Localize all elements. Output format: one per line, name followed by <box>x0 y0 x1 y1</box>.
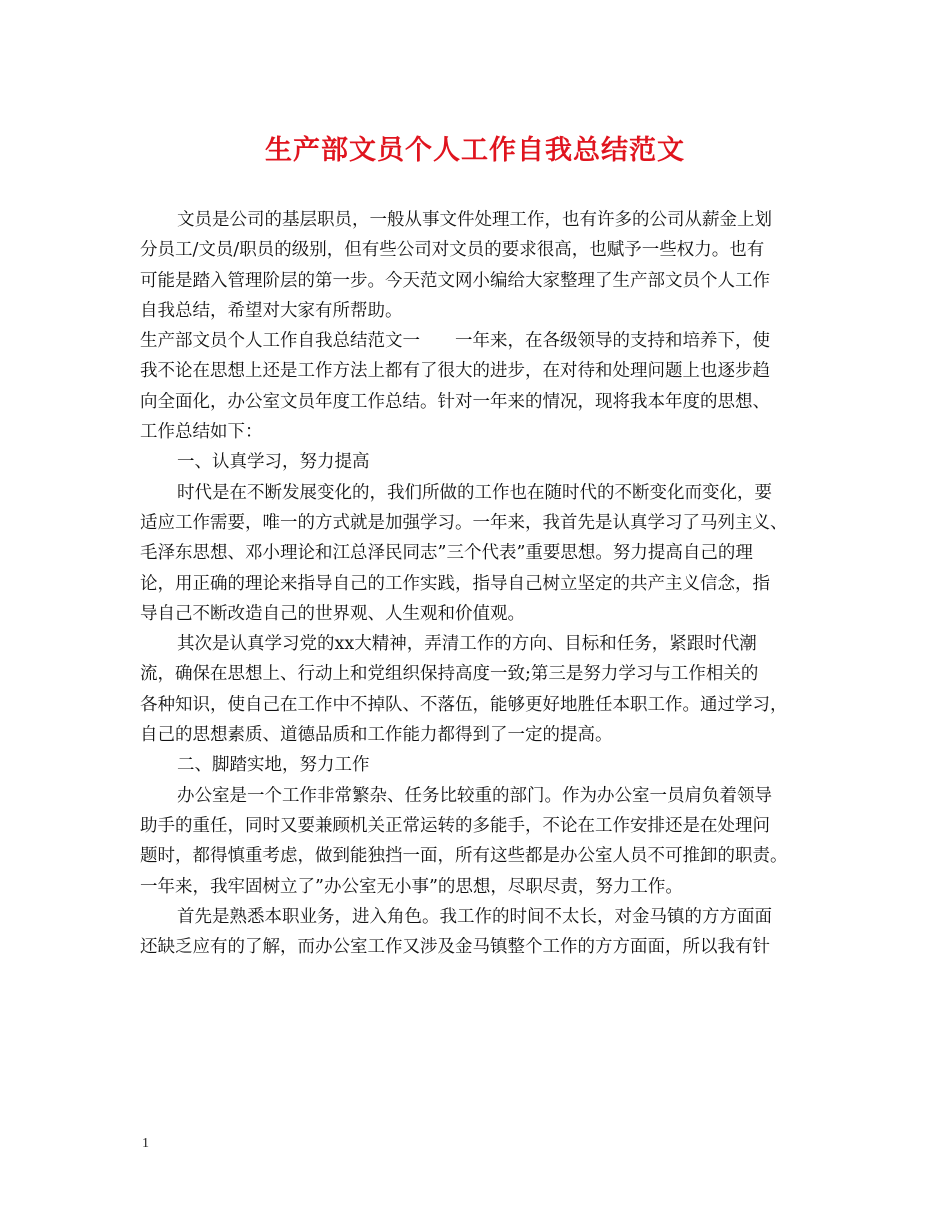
text-line: 办公室是一个工作非常繁杂、任务比较重的部门。作为办公室一员肩负着领导 <box>177 785 772 806</box>
text-line: 毛泽东思想、邓小理论和江总泽民同志”三个代表”重要思想。努力提高自己的理 <box>140 543 753 564</box>
text-line: 一、认真学习，努力提高 <box>177 452 370 473</box>
text-line: 论，用正确的理论来指导自己的工作实践，指导自己树立坚定的共产主义信念，指 <box>140 573 770 594</box>
text-line: 向全面化，办公室文员年度工作总结。针对一年来的情况，现将我本年度的思想、 <box>140 391 770 412</box>
text-line: 其次是认真学习党的xx大精神，弄清工作的方向、目标和任务，紧跟时代潮 <box>177 634 757 655</box>
text-line: 导自己不断改造自己的世界观、人生观和价值观。 <box>140 603 525 624</box>
text-line: 二、脚踏实地，努力工作 <box>177 755 370 776</box>
text-line: 时代是在不断发展变化的，我们所做的工作也在随时代的不断变化而变化，要 <box>177 482 772 503</box>
text-line: 可能是踏入管理阶层的第一步。今天范文网小编给大家整理了生产部文员个人工作 <box>140 270 770 291</box>
text-line: 工作总结如下： <box>140 422 263 443</box>
text-line: 各种知识，使自己在工作中不掉队、不落伍，能够更好地胜任本职工作。通过学习， <box>140 694 788 715</box>
document-title: 生产部文员个人工作自我总结范文 <box>265 135 685 166</box>
text-line: 首先是熟悉本职业务，进入角色。我工作的时间不太长，对金马镇的方方面面 <box>177 906 772 927</box>
page-number: 1 <box>142 1136 149 1151</box>
text-line: 我不论在思想上还是工作方法上都有了很大的进步，在对待和处理问题上也逐步趋 <box>140 361 770 382</box>
text-line: 一年来，我牢固树立了”办公室无小事”的思想，尽职尽责，努力工作。 <box>140 876 683 897</box>
text-line: 生产部文员个人工作自我总结范文一 一年来，在各级领导的支持和培养下，使 <box>140 331 770 352</box>
text-line: 还缺乏应有的了解，而办公室工作又涉及金马镇整个工作的方方面面，所以我有针 <box>140 937 770 958</box>
text-line: 题时，都得慎重考虑，做到能独挡一面，所有这些都是办公室人员不可推卸的职责。 <box>140 846 788 867</box>
text-line: 自己的思想素质、道德品质和工作能力都得到了一定的提高。 <box>140 725 613 746</box>
text-line: 分员工/文员/职员的级别，但有些公司对文员的要求很高，也赋予一些权力。也有 <box>140 240 765 261</box>
text-line: 助手的重任，同时又要兼顾机关正常运转的多能手，不论在工作安排还是在处理问 <box>140 815 770 836</box>
text-line: 流，确保在思想上、行动上和党组织保持高度一致;第三是努力学习与工作相关的 <box>140 664 759 685</box>
text-line: 自我总结，希望对大家有所帮助。 <box>140 300 403 321</box>
text-line: 文员是公司的基层职员，一般从事文件处理工作，也有许多的公司从薪金上划 <box>177 210 772 230</box>
text-line: 适应工作需要，唯一的方式就是加强学习。一年来，我首先是认真学习了马列主义、 <box>140 512 788 533</box>
document-body <box>140 205 820 962</box>
